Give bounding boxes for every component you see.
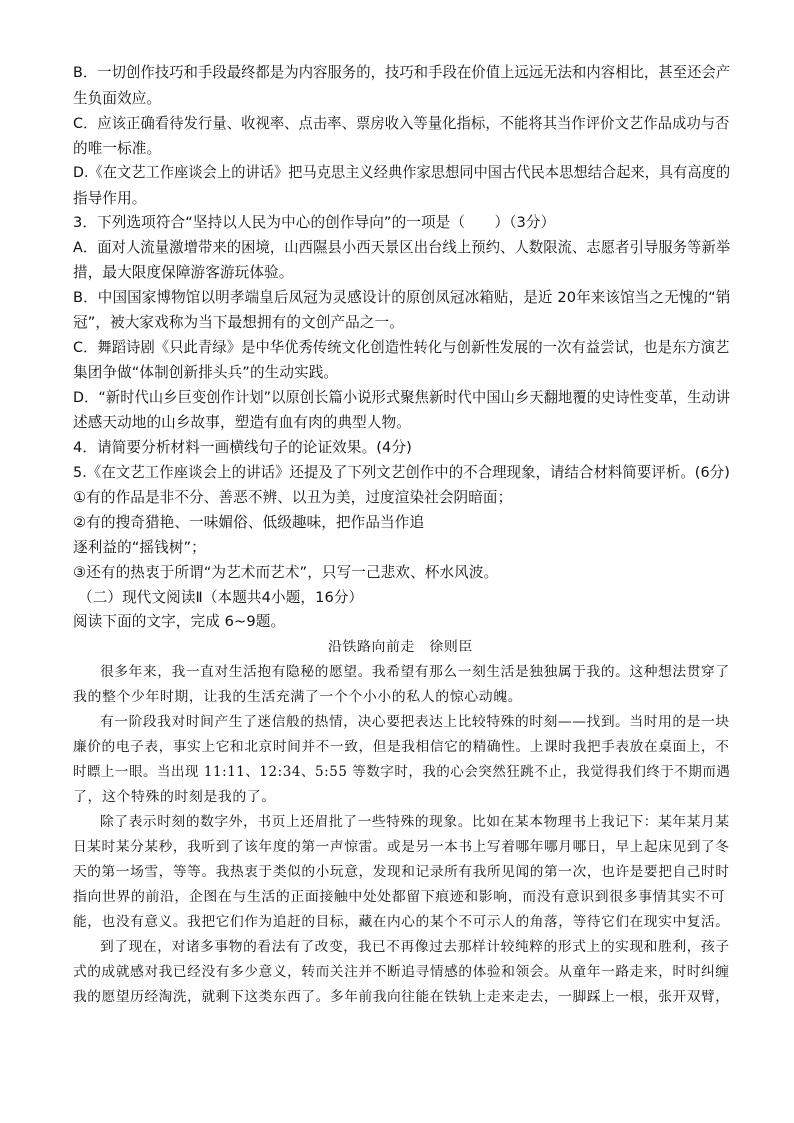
q5-item-2-line-1: ②有的搜奇猎艳、一味媚俗、低级趣味，把作品当作追 bbox=[73, 514, 425, 531]
paragraph-3-line-2: 日某时某分某秒，我听到了该年度的第一声惊雷。或是另一本书上写着哪年哪月哪日，早上起床见到了冬 bbox=[73, 839, 730, 855]
paragraph-3-line-5: 能，也没有意义。我把它们作为追赶的目标，藏在内心的某个不可示人的角落，等待它们在现实中复活。 bbox=[73, 914, 730, 930]
article-title: 沿铁路向前走 徐则臣 bbox=[328, 639, 473, 655]
q3-option-c-line-1: C．舞蹈诗剧《只此青绿》是中华优秀传统文化创造性转化与创新性发展的一次有益尝试，也是东方演艺 bbox=[73, 339, 730, 356]
option-b-line-2: 生负面效应。 bbox=[73, 90, 162, 107]
q3-option-c-line-2: 集团争做“体制创新排头兵”的生动实践。 bbox=[73, 364, 339, 381]
q3-option-b-line-2: 冠”，被大家戏称为当下最想拥有的文创产品之一。 bbox=[73, 314, 404, 331]
q5-item-1: ①有的作品是非不分、善恶不辨、以丑为美，过度渲染社会阴暗面； bbox=[73, 489, 513, 506]
q3-option-a-line-2: 措，最大限度保障游客游玩体验。 bbox=[73, 264, 294, 281]
q5-item-3: ③还有的热衷于所谓“为艺术而艺术”，只写一己悲欢、杯水风波。 bbox=[73, 564, 499, 581]
paragraph-4-line-1: 到了现在，对诸多事物的看法有了改变，我已不再像过去那样计较纯粹的形式上的实现和胜利，孩子 bbox=[100, 939, 730, 955]
paragraph-2-line-4: 了，这个特殊的时刻是我的了。 bbox=[73, 789, 276, 805]
option-d-line-2: 指导作用。 bbox=[73, 190, 147, 207]
paragraph-4-line-3: 我的愿望历经淘洗，就剩下这类东西了。多年前我向往能在铁轨上走来走去，一脚踩上一根，张开双臂， bbox=[73, 989, 730, 1005]
section-2-instruction: 阅读下面的文字，完成 6~9题。 bbox=[73, 613, 286, 630]
paragraph-3-line-3: 天的第一场雪，等等。我热衷于类似的小玩意，发现和记录所有我所见闻的第一次，也许是要把自己时时 bbox=[73, 864, 730, 880]
q3-option-b-line-1: B．中国国家博物馆以明孝端皇后凤冠为灵感设计的原创凤冠冰箱贴，是近 20年来该馆当之无愧的“销 bbox=[73, 289, 731, 306]
paragraph-4-line-2: 式的成就感对我已经没有多少意义，转而关注并不断追寻情感的体验和领会。从童年一路走来，时时纠缠 bbox=[73, 964, 730, 980]
question-4: 4．请简要分析材料一画横线句子的论证效果。(4分) bbox=[73, 439, 412, 456]
option-c-line-1: C．应该正确看待发行量、收视率、点击率、票房收入等量化指标，不能将其当作评价文艺作品成功与否 bbox=[73, 115, 730, 132]
question-5: 5.《在文艺工作座谈会上的讲话》还提及了下列文艺创作中的不合理现象，请结合材料简要评析。(6分) bbox=[73, 464, 730, 481]
q5-item-2-line-2: 逐利益的“摇钱树”； bbox=[73, 539, 206, 556]
paragraph-3-line-1: 除了表示时刻的数字外，书页上还眉批了一些特殊的现象。比如在某本物理书上我记下：某年某月某 bbox=[100, 814, 730, 830]
option-c-line-2: 的唯一标准。 bbox=[73, 140, 162, 157]
q3-option-d-line-2: 述感天动地的山乡故事，塑造有血有肉的典型人物。 bbox=[73, 414, 411, 431]
paragraph-2-line-3: 时瞟上一眼。当出现 11:11、12:34、5:55 等数字时，我的心会突然狂跳不止，我觉得我们终于不期而遇 bbox=[73, 764, 731, 780]
q3-option-d-line-1: D．“新时代山乡巨变创作计划”以原创长篇小说形式聚焦新时代中国山乡天翻地覆的史诗性变革，生动讲 bbox=[73, 389, 731, 406]
paragraph-3-line-4: 指向世界的前沿，企图在与生活的正面接触中处处都留下痕迹和影响，而没有意识到很多事情其实不可 bbox=[73, 889, 726, 905]
option-b-line-1: B．一切创作技巧和手段最终都是为内容服务的，技巧和手段在价值上远远无法和内容相比，甚至还会产 bbox=[73, 64, 731, 81]
option-d-line-1: D.《在文艺工作座谈会上的讲话》把马克思主义经典作家思想同中国古代民本思想结合起来，具有高度的 bbox=[73, 164, 731, 181]
paragraph-1-line-1: 很多年来，我一直对生活抱有隐秘的愿望。我希望有那么一刻生活是独独属于我的。这种想法贯穿了 bbox=[100, 664, 730, 680]
paragraph-2-line-1: 有一阶段我对时间产生了迷信般的热情，决心要把表达上比较特殊的时刻——找到。当时用的是一块 bbox=[100, 714, 730, 730]
question-3: 3．下列选项符合“坚持以人民为中心的创作导向”的一项是（ ）（3分） bbox=[73, 214, 556, 231]
paragraph-1-line-2: 我的整个少年时期，让我的生活充满了一个个小小的私人的惊心动魄。 bbox=[73, 689, 523, 705]
paragraph-2-line-2: 廉价的电子表，事实上它和北京时间并不一致，但是我相信它的精确性。上课时我把手表放在桌面上，不 bbox=[73, 739, 730, 755]
q3-option-a-line-1: A．面对人流量激增带来的困境，山西隰县小西天景区出台线上预约、人数限流、志愿者引导服务等新举 bbox=[73, 239, 731, 256]
section-2-header: （二）现代文阅读Ⅱ（本题共4小题，16分） bbox=[78, 589, 364, 606]
